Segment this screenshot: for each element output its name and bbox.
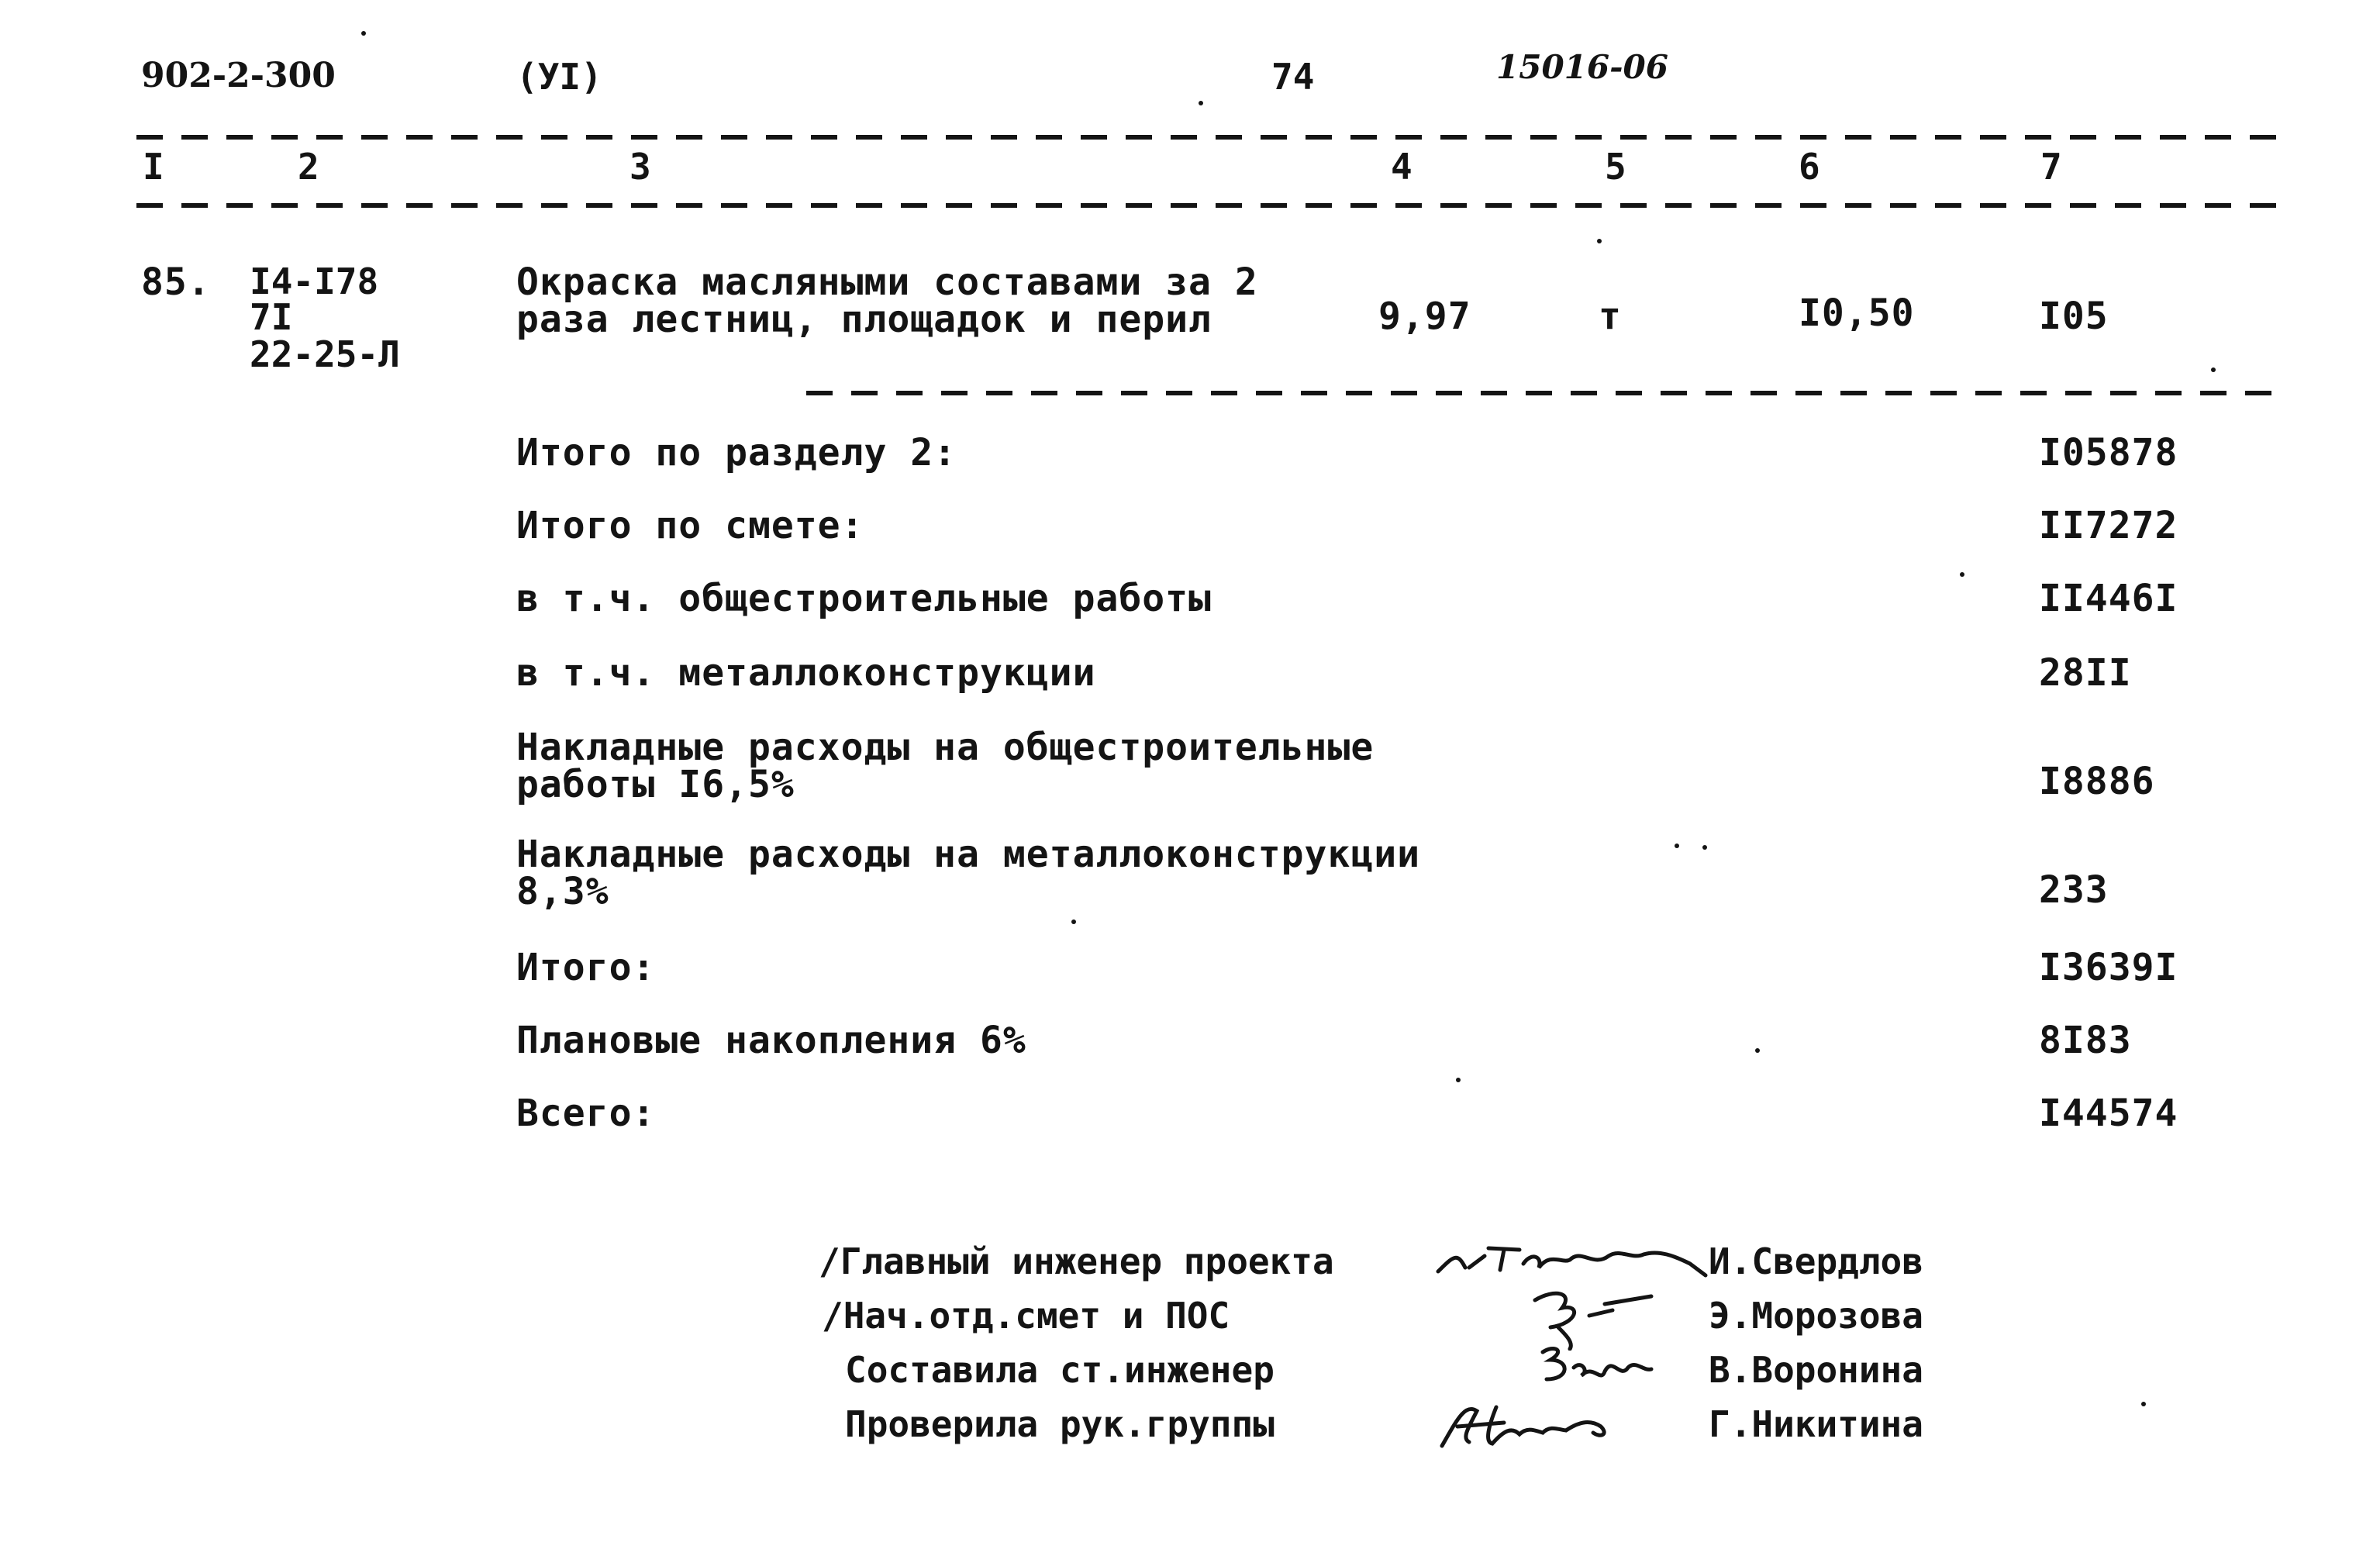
scan-speck	[1199, 101, 1203, 105]
scan-speck	[1456, 1078, 1461, 1082]
summary-general-works-label: в т.ч. общестроительные работы	[516, 577, 1212, 620]
scan-speck	[2211, 367, 2216, 372]
scan-speck	[2141, 1402, 2146, 1406]
row-code-1: I4-I78	[250, 260, 379, 302]
summary-grand-total-value: I44574	[2039, 1092, 2178, 1135]
scan-speck	[1675, 844, 1679, 848]
summary-overhead-metal-label-1: Накладные расходы на металлоконструкции	[516, 833, 1421, 876]
signature-name-voronina: В.Воронина	[1709, 1349, 1923, 1391]
handwritten-signature-1	[1434, 1233, 1713, 1287]
signature-role-checker: Проверила рук.группы	[845, 1403, 1275, 1445]
scan-speck	[1071, 919, 1076, 924]
summary-overhead-metal-value: 233	[2039, 868, 2109, 912]
signature-role-department-head: /Нач.отд.смет и ПОС	[822, 1295, 1230, 1337]
row-number: 85.	[141, 260, 211, 304]
summary-overhead-general-label-1: Накладные расходы на общестроительные	[516, 726, 1375, 769]
summary-overhead-metal-label-2: 8,3%	[516, 870, 609, 913]
scan-speck	[361, 31, 366, 36]
summary-metal-structures-label: в т.ч. металлоконструкции	[516, 651, 1096, 695]
scan-speck	[1960, 572, 1964, 577]
column-header-2: 2	[298, 146, 319, 188]
row-description-line-1: Окраска масляными составами за 2	[516, 260, 1258, 304]
summary-planned-savings-value: 8I83	[2039, 1019, 2132, 1062]
archive-number: 15016-06	[1496, 48, 1668, 86]
row-rule	[806, 391, 2284, 395]
scan-speck	[1702, 845, 1707, 850]
row-price: I0,50	[1799, 292, 1915, 335]
column-header-3: 3	[629, 146, 651, 188]
scan-speck	[1597, 239, 1602, 243]
header-rule-bottom	[136, 203, 2284, 208]
page-number: 74	[1271, 56, 1315, 98]
summary-grand-total-label: Всего:	[516, 1092, 656, 1135]
column-header-5: 5	[1605, 146, 1626, 188]
row-description-line-2: раза лестниц, площадок и перил	[516, 298, 1212, 341]
summary-general-works-value: II446I	[2039, 577, 2178, 620]
column-header-6: 6	[1799, 146, 1820, 188]
header-rule-top	[136, 135, 2284, 140]
signature-name-morozova: Э.Морозова	[1709, 1295, 1923, 1337]
summary-section-total-label: Итого по разделу 2:	[516, 431, 957, 474]
column-header-1: I	[143, 146, 164, 188]
signature-name-nikitina: Г.Никитина	[1709, 1403, 1923, 1445]
column-header-7: 7	[2040, 146, 2062, 188]
signature-name-sverdlov: И.Свердлов	[1709, 1240, 1923, 1282]
row-unit: т	[1599, 295, 1622, 338]
signature-role-compiler: Составила ст.инженер	[845, 1349, 1275, 1391]
summary-planned-savings-label: Плановые накопления 6%	[516, 1019, 1026, 1062]
row-code-3: 22-25-Л	[250, 333, 400, 375]
signature-role-chief-engineer: /Главный инженер проекта	[819, 1240, 1334, 1282]
row-code-2: 7I	[250, 296, 293, 338]
row-total: I05	[2039, 295, 2109, 338]
summary-overhead-general-value: I8886	[2039, 760, 2155, 803]
summary-subtotal-value: I3639I	[2039, 946, 2178, 989]
volume-label: (УI)	[516, 56, 602, 98]
scan-speck	[1755, 1048, 1760, 1053]
summary-metal-structures-value: 28II	[2039, 651, 2132, 695]
summary-overhead-general-label-2: работы I6,5%	[516, 763, 795, 806]
handwritten-signature-4	[1434, 1396, 1651, 1458]
doc-code: 902-2-300	[141, 56, 336, 95]
summary-section-total-value: I05878	[2039, 431, 2178, 474]
row-quantity: 9,97	[1378, 295, 1471, 338]
summary-estimate-total-label: Итого по смете:	[516, 504, 864, 547]
summary-subtotal-label: Итого:	[516, 946, 656, 989]
column-header-4: 4	[1391, 146, 1412, 188]
summary-estimate-total-value: II7272	[2039, 504, 2178, 547]
